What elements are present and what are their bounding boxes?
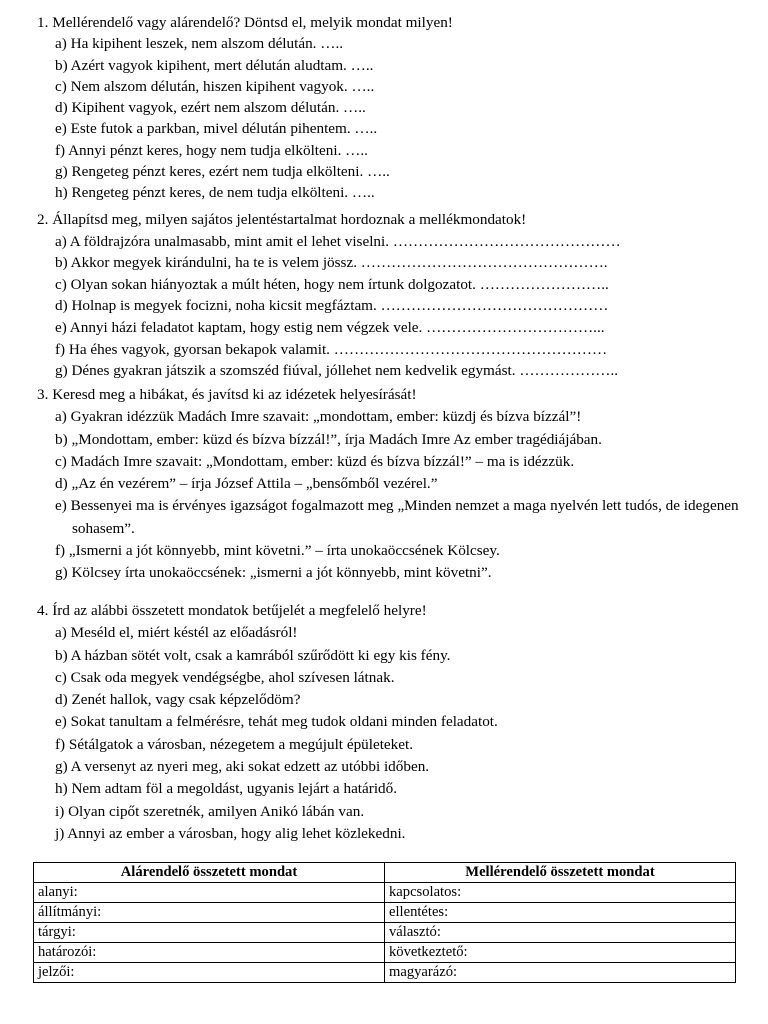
exercise-item: h) Rengeteg pénzt keres, de nem tudja elkölteni. …..: [55, 184, 375, 202]
table-cell[interactable]: tárgyi:: [34, 923, 385, 943]
exercise-item: f) Ha éhes vagyok, gyorsan bekapok valamit. ………………………………………………: [55, 340, 608, 358]
table-row: [34, 963, 736, 983]
exercise-item: a) Gyakran idézzük Madách Imre szavait: „mondottam, ember: küzdj és bízva bízzál”!: [55, 408, 582, 426]
table-cell[interactable]: magyarázó:: [385, 963, 736, 983]
exercise-title: 1. Mellérendelő vagy alárendelő? Döntsd el, melyik mondat milyen!: [37, 14, 453, 31]
exercise-item: d) Holnap is megyek focizni, noha kicsit megfáztam. ………………………………………: [55, 297, 609, 315]
exercise-item: c) Madách Imre szavait: „Mondottam, ember: küzd és bízva bízzál!” – ma is idézzük.: [55, 452, 575, 470]
table-row: [34, 903, 736, 923]
exercise-4: [37, 600, 742, 845]
exercise-item: f) Sétálgatok a városban, nézegetem a megújult épületeket.: [55, 735, 414, 753]
exercise-item: e) Bessenyei ma is érvényes igazságot fogalmazott meg „Minden nemzet a maga nyelvén lett tudós, de idegenen sohasem”.: [55, 497, 739, 537]
exercise-item: d) „Az én vezérem” – írja József Attila – „bensőmből vezérel.”: [55, 475, 438, 493]
exercise-item: i) Olyan cipőt szeretnék, amilyen Anikó lábán van.: [55, 802, 365, 820]
table-cell[interactable]: választó:: [385, 923, 736, 943]
exercise-title: 4. Írd az alábbi összetett mondatok betűjelét a megfelelő helyre!: [37, 602, 427, 619]
column-header-subordinate: Alárendelő összetett mondat: [34, 863, 385, 883]
exercise-item: a) A földrajzóra unalmasabb, mint amit el lehet viselni. ………………………………………: [55, 232, 621, 250]
exercise-items: [37, 231, 742, 382]
exercise-item: c) Nem alszom délután, hiszen kipihent vagyok. …..: [55, 77, 375, 95]
exercise-item: e) Sokat tanultam a felmérésre, tehát meg tudok oldani minden feladatot.: [55, 713, 498, 731]
column-header-coordinate: Mellérendelő összetett mondat: [385, 863, 736, 883]
exercise-3: [37, 384, 742, 585]
exercise-item: j) Annyi az ember a városban, hogy alig lehet közlekedni.: [55, 824, 406, 842]
exercise-2: [37, 209, 742, 382]
exercise-item: d) Kipihent vagyok, ezért nem alszom délután. …..: [55, 99, 366, 117]
exercise-item: b) Azért vagyok kipihent, mert délután aludtam. …..: [55, 56, 374, 74]
table-cell[interactable]: állítmányi:: [34, 903, 385, 923]
classification-table: [33, 862, 736, 983]
exercise-title: 3. Keresd meg a hibákat, és javítsd ki az idézetek helyesírását!: [37, 386, 417, 403]
table-cell[interactable]: jelzői:: [34, 963, 385, 983]
exercise-item: a) Meséld el, miért késtél az előadásról!: [55, 624, 298, 642]
exercise-item: g) Kölcsey írta unokaöccsének: „ismerni a jót könnyebb, mint követni”.: [55, 564, 492, 582]
exercise-item: g) Rengeteg pénzt keres, ezért nem tudja elkölteni. …..: [55, 163, 390, 181]
table-header-row: [34, 863, 736, 883]
exercise-item: g) Dénes gyakran játszik a szomszéd fiúval, jóllehet nem kedvelik egymást. ………………..: [55, 362, 619, 380]
exercise-1: [37, 12, 742, 204]
exercise-item: d) Zenét hallok, vagy csak képzelődöm?: [55, 691, 301, 709]
exercise-item: h) Nem adtam föl a megoldást, ugyanis lejárt a határidő.: [55, 780, 398, 798]
table-row: [34, 883, 736, 903]
exercise-item: c) Olyan sokan hiányoztak a múlt héten, hogy nem írtunk dolgozatot. ……………………..: [55, 275, 609, 293]
exercise-item: b) A házban sötét volt, csak a kamrából szűrődött ki egy kis fény.: [55, 646, 451, 664]
exercise-items: [37, 622, 742, 845]
exercise-item: f) Annyi pénzt keres, hogy nem tudja elkölteni. …..: [55, 141, 368, 159]
exercise-item: a) Ha kipihent leszek, nem alszom délután. …..: [55, 35, 344, 53]
table-row: [34, 923, 736, 943]
exercise-title: 2. Állapítsd meg, milyen sajátos jelentéstartalmat hordoznak a mellékmondatok!: [37, 211, 527, 228]
table-cell[interactable]: kapcsolatos:: [385, 883, 736, 903]
exercise-item: g) A versenyt az nyeri meg, aki sokat edzett az utóbbi időben.: [55, 758, 430, 776]
exercise-item: c) Csak oda megyek vendégségbe, ahol szívesen látnak.: [55, 668, 395, 686]
table-cell[interactable]: alanyi:: [34, 883, 385, 903]
exercise-item: f) „Ismerni a jót könnyebb, mint követni.” – írta unokaöccsének Kölcsey.: [55, 542, 500, 560]
table-cell[interactable]: következtető:: [385, 943, 736, 963]
exercise-item: e) Annyi házi feladatot kaptam, hogy estig nem végzek vele. ……………………………...: [55, 318, 605, 336]
exercise-items: [37, 33, 742, 203]
exercise-item: e) Este futok a parkban, mivel délután pihentem. …..: [55, 120, 378, 138]
table-cell[interactable]: ellentétes:: [385, 903, 736, 923]
table-row: [34, 943, 736, 963]
table-cell[interactable]: határozói:: [34, 943, 385, 963]
exercise-item: b) Akkor megyek kirándulni, ha te is velem jössz. ………………………………………….: [55, 254, 608, 272]
exercise-item: b) „Mondottam, ember: küzd és bízva bízzál!”, írja Madách Imre Az ember tragédiájában.: [55, 430, 602, 448]
exercise-items: [37, 406, 742, 584]
